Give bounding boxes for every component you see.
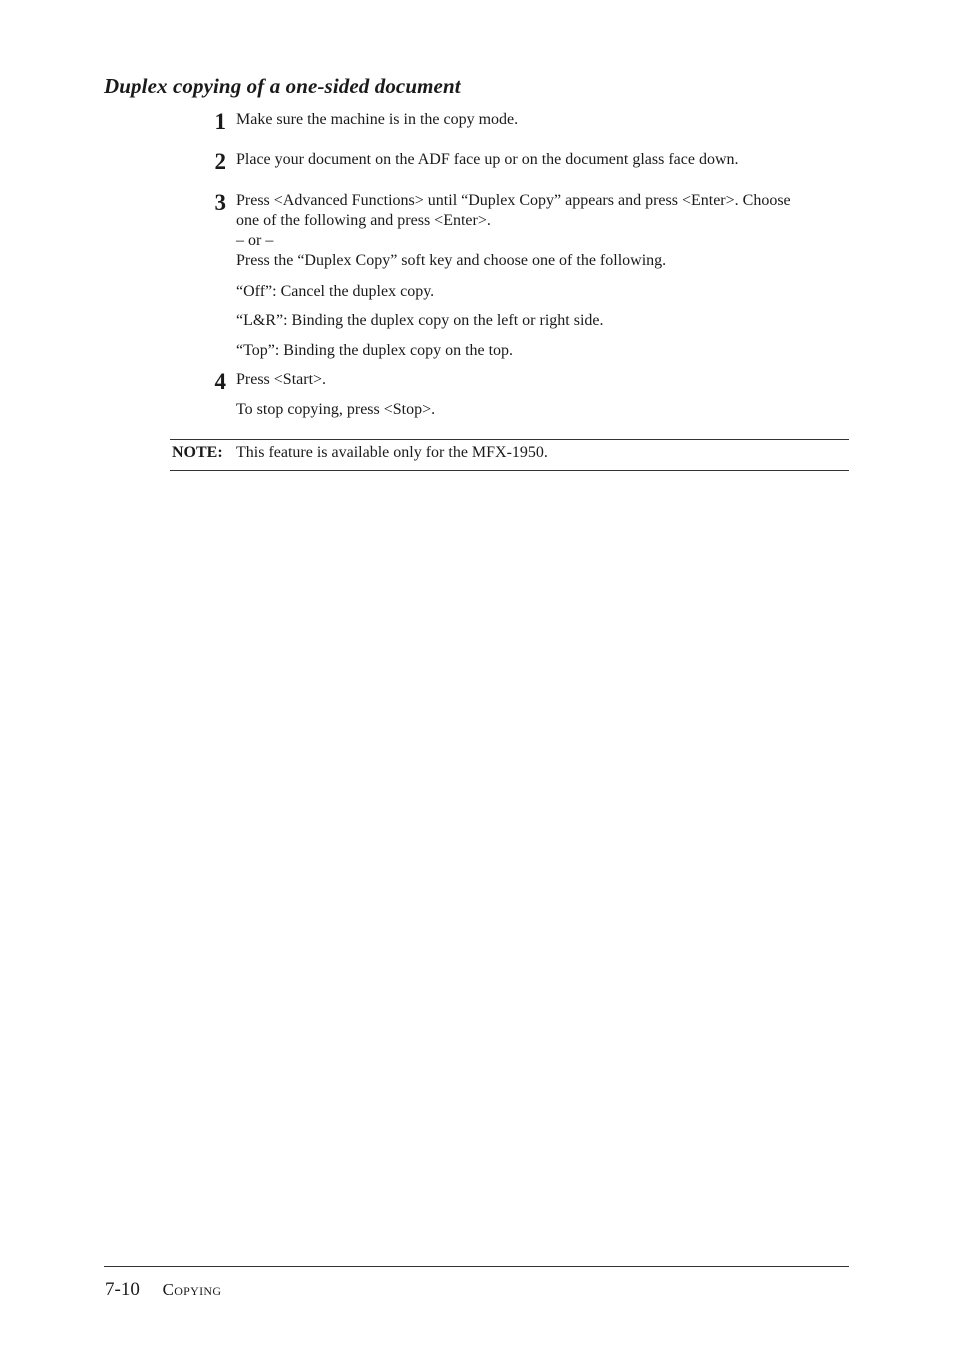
page-footer: [105, 1278, 221, 1302]
step-line: Press the “Duplex Copy” soft key and choose one of the following.: [236, 252, 667, 269]
step-number: 2: [214, 149, 226, 174]
step-line: Place your document on the ADF face up or on the document glass face down.: [236, 151, 739, 168]
step-line: Press <Advanced Functions> until “Duplex Copy” appears and press <Enter>. Choose: [236, 192, 791, 209]
step-line: one of the following and press <Enter>.: [236, 212, 491, 229]
footer-rule: [104, 1266, 849, 1267]
note-label: NOTE:: [172, 444, 223, 461]
step-text: [236, 150, 848, 170]
step-line: Make sure the machine is in the copy mode.: [236, 111, 519, 128]
step-number: 4: [214, 369, 226, 394]
step-text: [236, 191, 848, 271]
page-number: 7-10: [105, 1279, 140, 1300]
step-text: [236, 370, 848, 390]
step-line: Press <Start>.: [236, 371, 327, 388]
note-box: [170, 439, 849, 471]
step-text: [236, 110, 848, 130]
step-followup: To stop copying, press <Stop>.: [236, 401, 436, 418]
chapter-name: Copying: [162, 1280, 222, 1299]
section-title: Duplex copying of a one-sided document: [104, 74, 461, 98]
step-number: 1: [214, 109, 226, 134]
note-text: This feature is available only for the MFX-1950.: [236, 444, 548, 461]
option-top: “Top”: Binding the duplex copy on the top.: [236, 342, 514, 359]
option-lr: “L&R”: Binding the duplex copy on the left or right side.: [236, 312, 604, 329]
option-off: “Off”: Cancel the duplex copy.: [236, 283, 435, 300]
step-number: 3: [214, 190, 226, 215]
step-separator: – or –: [236, 232, 274, 249]
